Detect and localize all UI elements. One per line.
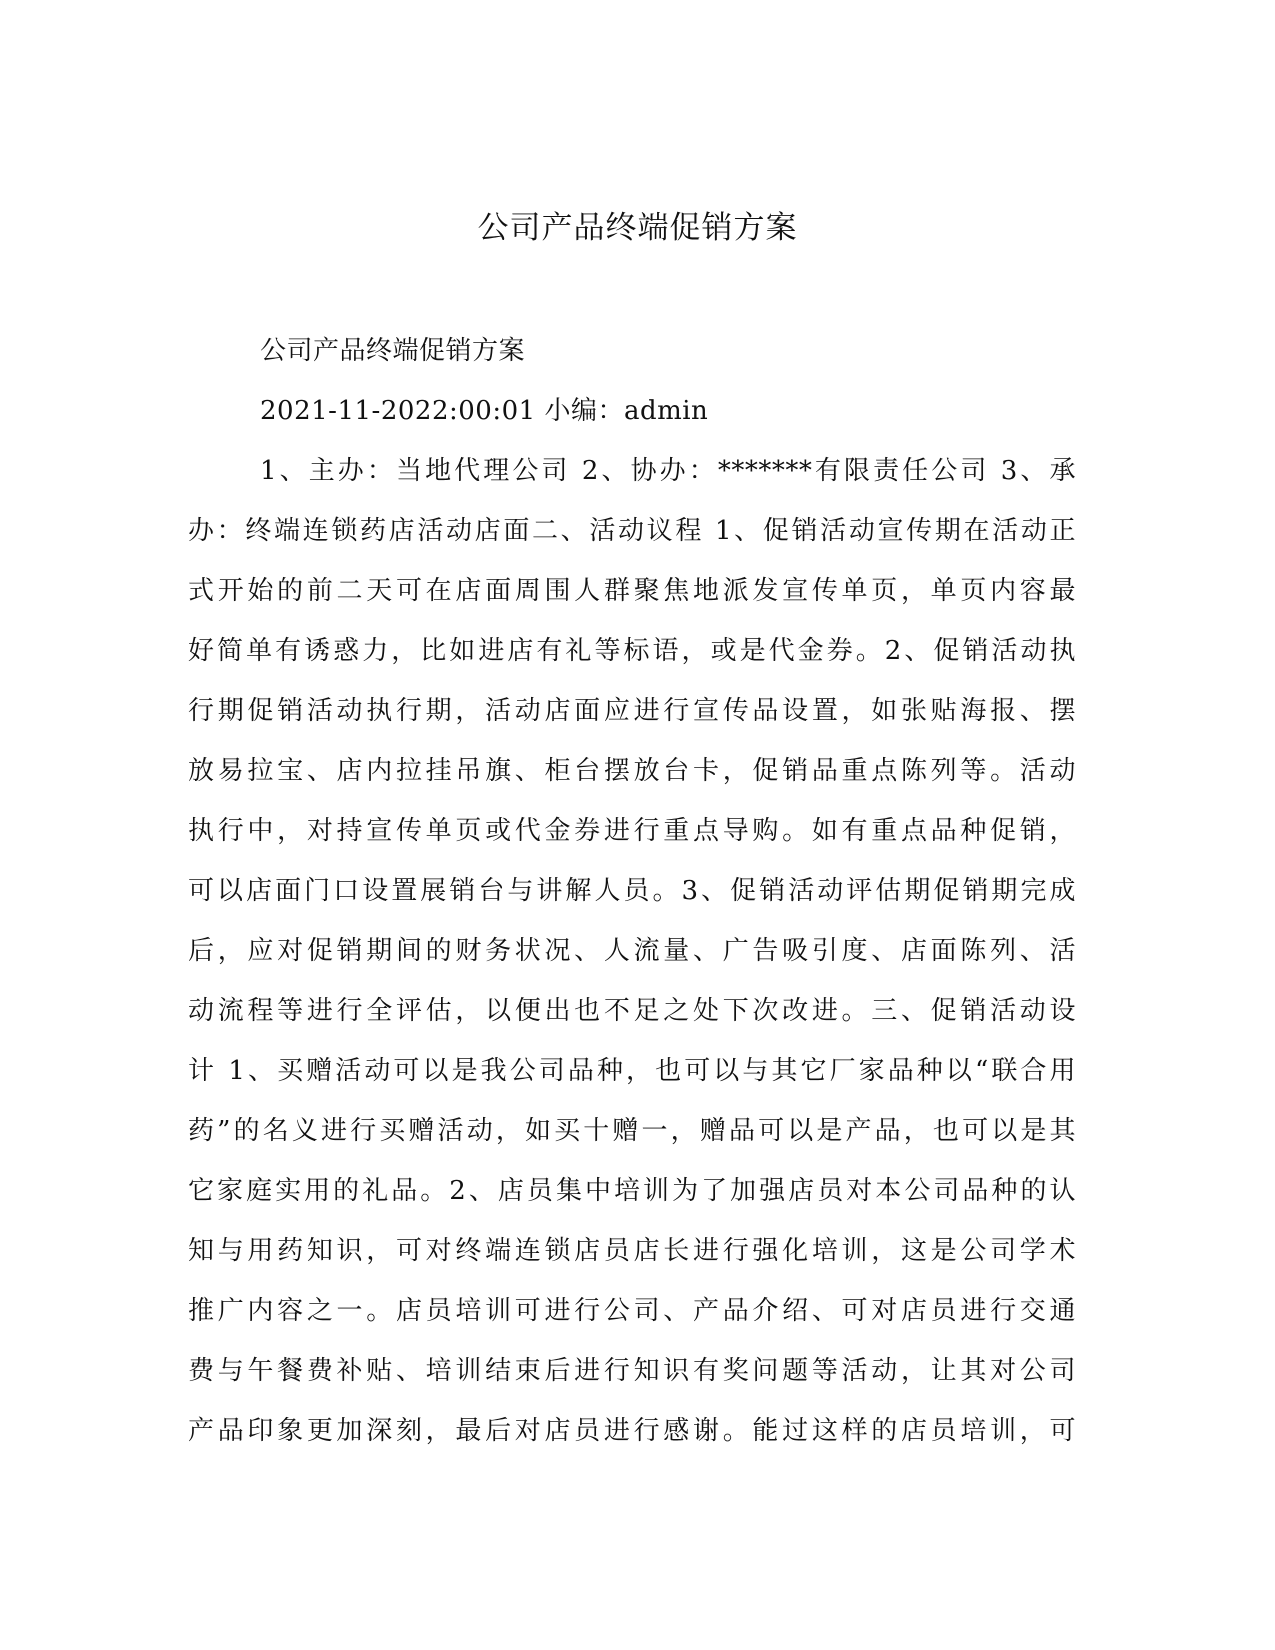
paragraph-line: 产品印象更加深刻，最后对店员进行感谢。能过这样的店员培训，可: [188, 1416, 1076, 1446]
paragraph-line: 后，应对促销期间的财务状况、人流量、广告吸引度、店面陈列、活: [188, 936, 1076, 966]
paragraph-line: 推广内容之一。店员培训可进行公司、产品介绍、可对店员进行交通: [188, 1296, 1076, 1326]
paragraph-line: 办：终端连锁药店活动店面二、活动议程 1、促销活动宣传期在活动正: [188, 516, 1076, 546]
paragraph-line: 式开始的前二天可在店面周围人群聚焦地派发宣传单页，单页内容最: [188, 576, 1076, 606]
paragraph-line: 行期促销活动执行期，活动店面应进行宣传品设置，如张贴海报、摆: [188, 696, 1076, 726]
document-title: 公司产品终端促销方案: [477, 210, 798, 246]
paragraph-line: 计 1、买赠活动可以是我公司品种，也可以与其它厂家品种以“联合用: [188, 1056, 1076, 1086]
paragraph-line: 动流程等进行全评估，以便出也不足之处下次改进。三、促销活动设: [188, 996, 1076, 1026]
paragraph-line: 执行中，对持宣传单页或代金券进行重点导购。如有重点品种促销，: [188, 816, 1076, 846]
paragraph-line: 1、主办：当地代理公司 2、协办：*******有限责任公司 3、承: [260, 456, 1076, 486]
paragraph-line: 放易拉宝、店内拉挂吊旗、柜台摆放台卡，促销品重点陈列等。活动: [188, 756, 1076, 786]
publish-meta: 2021-11-2022:00:01 小编：admin: [260, 396, 709, 426]
document-body: [188, 321, 1076, 1461]
paragraph-line: 可以店面门口设置展销台与讲解人员。3、促销活动评估期促销期完成: [188, 876, 1076, 906]
paragraph-line: 药”的名义进行买赠活动，如买十赠一，赠品可以是产品，也可以是其: [188, 1116, 1076, 1146]
paragraph-line: 知与用药知识，可对终端连锁店员店长进行强化培训，这是公司学术: [188, 1236, 1076, 1266]
paragraph-line: 它家庭实用的礼品。2、店员集中培训为了加强店员对本公司品种的认: [188, 1176, 1076, 1206]
body-subtitle: 公司产品终端促销方案: [260, 336, 526, 366]
paragraph-line: 好简单有诱惑力，比如进店有礼等标语，或是代金券。2、促销活动执: [188, 636, 1076, 666]
paragraph-line: 费与午餐费补贴、培训结束后进行知识有奖问题等活动，让其对公司: [188, 1356, 1076, 1386]
